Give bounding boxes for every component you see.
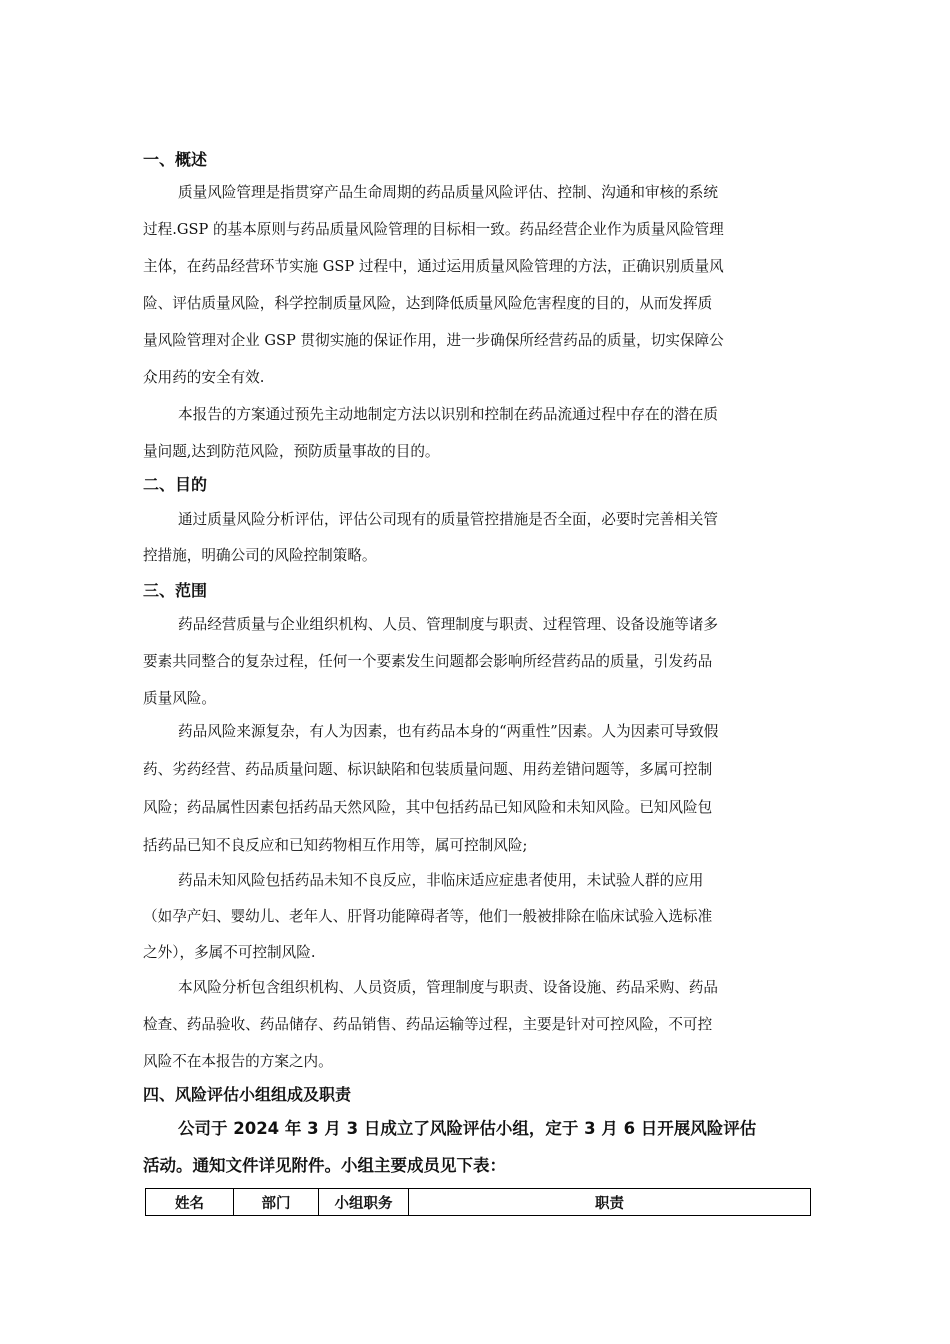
text-line: 括药品已知不良反应和已知药物相互作用等，属可控制风险; bbox=[143, 837, 528, 854]
text-line: 公司于 2024 年 3 月 3 日成立了风险评估小组，定于 3 月 6 日开展风险评估 bbox=[178, 1119, 757, 1138]
text-line: 本报告的方案通过预先主动地制定方法以识别和控制在药品流通过程中存在的潜在质 bbox=[178, 406, 718, 423]
section-heading-team: 四、风险评估小组组成及职责 bbox=[143, 1085, 352, 1104]
text-line: 要素共同整合的复杂过程，任何一个要素发生问题都会影响所经营药品的质量，引发药品 bbox=[143, 653, 713, 670]
header-responsibility: 职责 bbox=[409, 1189, 811, 1216]
header-name: 姓名 bbox=[146, 1189, 234, 1216]
table-header-row bbox=[146, 1189, 811, 1216]
text-line: 风险；药品属性因素包括药品天然风险，其中包括药品已知风险和未知风险。已知风险包 bbox=[143, 799, 713, 816]
section-heading-scope: 三、范围 bbox=[143, 581, 208, 600]
text-line: 量风险管理对企业 GSP 贯彻实施的保证作用，进一步确保所经营药品的质量，切实保障公 bbox=[143, 332, 724, 349]
text-line: 风险不在本报告的方案之内。 bbox=[143, 1053, 333, 1070]
text-line: 主体，在药品经营环节实施 GSP 过程中，通过运用质量风险管理的方法，正确识别质量风 bbox=[143, 258, 724, 275]
text-line: 通过质量风险分析评估，评估公司现有的质量管控措施是否全面，必要时完善相关管 bbox=[178, 511, 718, 528]
text-line: 过程.GSP 的基本原则与药品质量风险管理的目标相一致。药品经营企业作为质量风险管理 bbox=[143, 221, 724, 238]
header-team-role: 小组职务 bbox=[319, 1189, 409, 1216]
text-line: 药品未知风险包括药品未知不良反应，非临床适应症患者使用，未试验人群的应用 bbox=[178, 872, 704, 889]
text-line: 量问题,达到防范风险，预防质量事故的目的。 bbox=[143, 443, 440, 460]
text-line: 质量风险。 bbox=[143, 690, 216, 707]
text-line: 众用药的安全有效. bbox=[143, 369, 265, 386]
text-line: 药、劣药经营、药品质量问题、标识缺陷和包装质量问题、用药差错问题等，多属可控制 bbox=[143, 761, 713, 778]
text-line: 检查、药品验收、药品储存、药品销售、药品运输等过程，主要是针对可控风险，不可控 bbox=[143, 1016, 713, 1033]
text-line: 之外），多属不可控制风险. bbox=[143, 944, 316, 961]
text-line: 药品风险来源复杂，有人为因素，也有药品本身的“两重性”因素。人为因素可导致假 bbox=[178, 723, 719, 740]
text-line: 质量风险管理是指贯穿产品生命周期的药品质量风险评估、控制、沟通和审核的系统 bbox=[178, 184, 718, 201]
team-members-table bbox=[145, 1188, 811, 1216]
text-line: 险、评估质量风险，科学控制质量风险，达到降低质量风险危害程度的目的，从而发挥质 bbox=[143, 295, 713, 312]
text-line: 控措施，明确公司的风险控制策略。 bbox=[143, 547, 377, 564]
text-line: 药品经营质量与企业组织机构、人员、管理制度与职责、过程管理、设备设施等诸多 bbox=[178, 616, 718, 633]
text-line: 本风险分析包含组织机构、人员资质，管理制度与职责、设备设施、药品采购、药品 bbox=[178, 979, 718, 996]
section-heading-overview: 一、概述 bbox=[143, 150, 208, 169]
header-department: 部门 bbox=[234, 1189, 319, 1216]
text-line: （如孕产妇、婴幼儿、老年人、肝肾功能障碍者等，他们一般被排除在临床试验入选标准 bbox=[143, 908, 713, 925]
section-heading-purpose: 二、目的 bbox=[143, 475, 208, 494]
text-line: 活动。通知文件详见附件。小组主要成员见下表： bbox=[143, 1156, 506, 1175]
